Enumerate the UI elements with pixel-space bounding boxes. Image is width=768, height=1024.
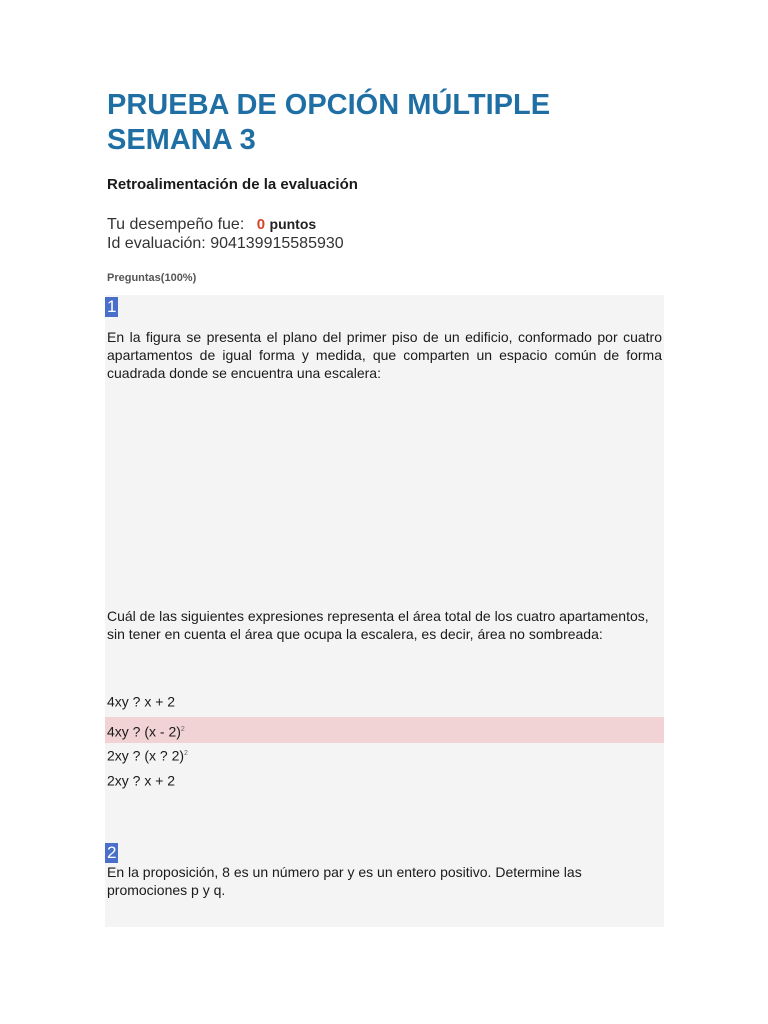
question-1-option-3[interactable] xyxy=(105,741,664,767)
question-1-option-4[interactable] xyxy=(105,766,664,792)
page-title: PRUEBA DE OPCIÓN MÚLTIPLE SEMANA 3 xyxy=(107,89,551,156)
question-1-option-1[interactable] xyxy=(105,687,664,713)
score-unit: puntos xyxy=(269,216,317,232)
option-2-text: 4xy ? (x - 2) xyxy=(107,723,181,740)
option-3-superscript: 2 xyxy=(184,750,188,757)
option-4-text: 2xy ? x + 2 xyxy=(107,772,176,789)
performance-line xyxy=(107,214,316,235)
questions-panel xyxy=(105,295,664,927)
score-value: 0 xyxy=(256,216,266,233)
question-1-intro: En la figura se presenta el plano del primer piso de un edificio, conformado por cuatro apartamentos de igual forma y medida, que comparten un espacio común de forma cuadrada donde se encuentra una escalera: xyxy=(107,329,662,381)
feedback-heading: Retroalimentación de la evaluación xyxy=(107,176,358,193)
option-1-text: 4xy ? x + 2 xyxy=(107,693,176,710)
question-1-figure xyxy=(107,387,662,597)
performance-label: Tu desempeño fue: xyxy=(107,216,245,233)
questions-label: Preguntas(100%) xyxy=(107,272,197,284)
evaluation-id-line xyxy=(107,234,344,254)
question-2-number: 2 xyxy=(107,843,117,862)
option-2-superscript: 2 xyxy=(180,726,185,733)
question-1-option-2-selected[interactable] xyxy=(105,717,664,743)
evaluation-id-value: 904139915585930 xyxy=(210,235,344,252)
question-1-number: 1 xyxy=(107,297,117,316)
option-3-text: 2xy ? (x ? 2) xyxy=(107,747,185,764)
question-1-prompt: Cuál de las siguientes expresiones representa el área total de los cuatro apartamentos, sin tener en cuenta el área que ocupa la escalera, es decir, área no sombreada: xyxy=(107,608,649,642)
evaluation-id-label: Id evaluación: xyxy=(107,235,206,252)
question-2-intro: En la proposición, 8 es un número par y es un entero positivo. Determine las promociones p y q. xyxy=(107,864,582,898)
